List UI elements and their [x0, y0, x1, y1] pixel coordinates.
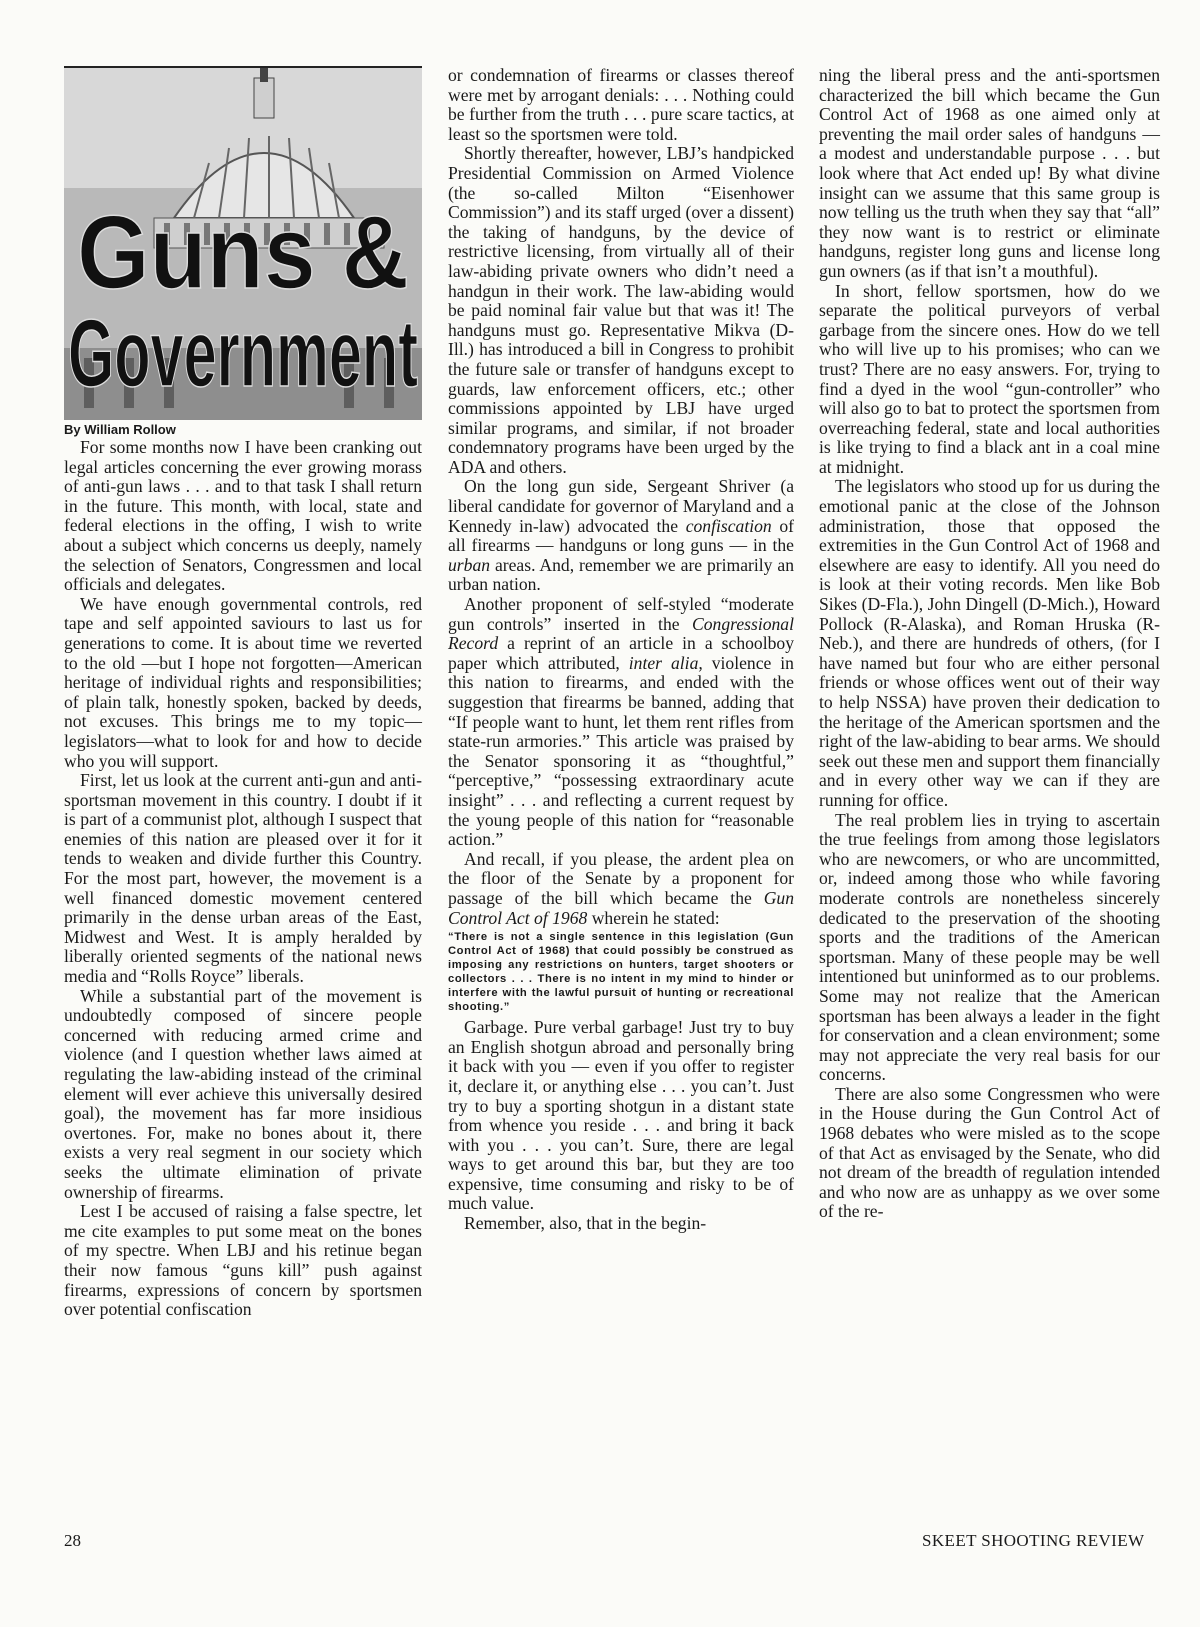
paragraph: Garbage. Pure verbal garbage! Just try to buy an English shotgun abroad and personally bring it back with you — even if you offer to register it, declare it, or anything else . . . you can’t. Just try to buy a sporting shotgun in a distant state from whence you reside . . . and bring it back with you . . . you can’t. Sure, there are legal ways to get around this bar, but they are too expensive, time consuming and risky to be of much value. — [448, 1017, 794, 1214]
paragraph: Another proponent of self-styled “moderate gun controls” inserted in the Congressional Record a reprint of an article in a schoolboy paper which attributed, inter alia, violence in this nation to firearms, and ended with the suggestion that firearms be banned, adding that “If people want to hunt, let them rent rifles from state-run armories.” This article was praised by the Senator sponsoring it as “thoughtful,” “perceptive,” “possessing extraordinary acute insight” . . . and reflecting a current request by the young people of this nation for “reasonable action.” — [448, 594, 794, 850]
column-2 — [448, 66, 794, 1234]
paragraph: Shortly thereafter, however, LBJ’s handpicked Presidential Commission on Armed Violence (the so-called Milton “Eisenhower Commission”) and its staff urged (over a dissent) the taking of handguns, by the device of restrictive licensing, from virtually all of their law-abiding private owners who didn’t need a handgun in their work. The law-abiding would be paid nominal fair value but that was it! The handguns must go. Representative Mikva (D-Ill.) has introduced a bill in Congress to prohibit the future sale or transfer of handguns except to guards, law enforcement officers, etc.; other commissions appointed by LBJ have urged similar programs, and similar, if not broader condemnatory programs have been urged by the ADA and others. — [448, 143, 794, 477]
paragraph: Lest I be accused of raising a false spectre, let me cite examples to put some meat on the bones of my spectre. When LBJ and his retinue began their now famous “guns kill” push against firearms, expressions of concern by sportsmen over potential confiscation — [64, 1201, 422, 1320]
paragraph: or condemnation of firearms or classes thereof were met by arrogant denials: . . . Nothing could be further from the truth . . . pure scare tactics, at least so the sportsmen were told. — [448, 65, 794, 144]
emphasis: confiscation — [685, 515, 772, 536]
paragraph: The real problem lies in trying to ascertain the true feelings from among those legislators who are newcomers, or who are uncommitted, or, indeed among those who while favoring moderate controls are nonetheless sincerely dedicated to the preservation of the shooting sports and the traditions of the American sportsman. Many of these people may be well intentioned but uninformed as to our problems. Some may not realize that the American sportsman has been always a leader in the fight for conservation and a clean environment; some may not appreciate the very real basis for our concerns. — [819, 809, 1160, 1085]
capitol-dome-illustration — [64, 68, 422, 420]
paragraph: And recall, if you please, the ardent plea on the floor of the Senate by a proponent for passage of the bill which became the Gun Control Act of 1968 wherein he stated: — [448, 848, 794, 928]
column-3 — [819, 66, 1160, 1222]
paragraph: Remember, also, that in the begin- — [464, 1213, 707, 1234]
headline-illustration — [64, 66, 422, 420]
column-1 — [64, 66, 422, 1320]
emphasis: Gun Control Act of 1968 — [448, 887, 794, 928]
paragraph: ning the liberal press and the anti-sportsmen characterized the bill which became the Gun Control Act of 1968 as one aimed only at preventing the mail order sales of handguns — a modest and understandable purpose . . . but look where that Act ended up! By what divine insight can we assume that this same group is now telling us the truth when they say that “all” they now want is to restrict or eliminate handguns, register long guns and license long gun owners (as if that isn’t a mouthful). — [819, 65, 1160, 281]
magazine-title-footer: SKEET SHOOTING REVIEW — [922, 1531, 1145, 1550]
senate-quote: “There is not a single sentence in this legislation (Gun Control Act of 1968) that could possibly be construed as imposing any restrictions on hunters, target shooters or collectors . . . There is no intent in my mind to hinder or interfere with the lawful pursuit of hunting or recreational shooting.” — [448, 931, 794, 1014]
paragraph: We have enough governmental controls, red tape and self appointed saviours to last us for generations to come. It is about time we reverted to the old —but I hope not forgotten—American heritage of individual rights and responsibilities; of plain talk, honestly spoken, backed by deeds, not excuses. This brings me to my topic—legislators—what to look for and how to decide who you will support. — [64, 593, 422, 771]
paragraph: The legislators who stood up for us during the emotional panic at the close of the Johnson administration, those that opposed the extremities in the Gun Control Act of 1968 and elsewhere are easy to identify. All you need do is look at their voting records. Men like Bob Sikes (D-Fla.), John Dingell (D-Mich.), Howard Pollock (R-Alaska), and Roman Hruska (R-Neb.), and there are hundreds of others, (for I have named but four who are either personal friends or whose offices went out of their way to help NSSA) have proven their dedication to the heritage of the American sportsmen and the right of the law-abiding to bear arms. We should seek out these men and support them financially and in every other way we can if they are running for office. — [819, 476, 1160, 810]
page-number: 28 — [64, 1531, 81, 1550]
paragraph: In short, fellow sportsmen, how do we separate the political purveyors of verbal garbage from the sincere ones. How do we tell who will live up to his promises; who can we trust? There are no easy answers. For, trying to find a dyed in the wool “gun-controller” who will also go to bat to protect the sportsmen from overreaching federal, state and local authorities is like trying to find a black ant in a coal mine at midnight. — [819, 280, 1160, 477]
headline-government: Government — [68, 300, 418, 407]
emphasis: inter alia, — [628, 652, 703, 673]
paragraph: There are also some Congressmen who were in the House during the Gun Control Act of 1968 debates who were misled as to the scope of that Act as envisaged by the Senate, who did not dream of the breadth of regulation intended and who now are as unhappy as we over some of the re- — [819, 1083, 1160, 1222]
emphasis: urban — [448, 554, 491, 575]
headline-guns: Guns & — [77, 195, 409, 311]
paragraph: On the long gun side, Sergeant Shriver (a liberal candidate for governor of Maryland and a Kennedy in-law) advocated the confiscation of all firearms — handguns or long guns — in the urban areas. And, remember we are primarily an urban nation. — [448, 476, 794, 595]
emphasis: Congressional Record — [448, 613, 794, 654]
byline: By William Rollow — [64, 422, 176, 437]
paragraph: While a substantial part of the movement is undoubtedly composed of sincere people concerned with reducing armed crime and violence (and I question whether laws aimed at regulating the law-abiding instead of the criminal element will ever achieve this universally desired goal), the movement has far more insidious overtones. For, make no bones about it, there exists a very real segment in our society which seeks the ultimate elimination of private ownership of firearms. — [64, 985, 422, 1202]
paragraph: First, let us look at the current anti-gun and anti-sportsman movement in this country. I doubt if it is part of a communist plot, although I suspect that enemies of this nation are pleased over it for it tends to weaken and divide further this Country. For the most part, however, the movement is a well financed domestic movement centered primarily in the dense urban areas of the East, Midwest and West. It is amply heralded by liberally oriented segments of the national news media and “Rolls Royce” liberals. — [64, 770, 422, 987]
paragraph: For some months now I have been cranking out legal articles concerning the ever growing morass of anti-gun laws . . . and to that task I shall return in the future. This month, with local, state and federal elections in the offing, I wish to write about a subject which concerns us deeply, namely the selection of Senators, Congressmen and local officials and delegates. — [64, 437, 422, 595]
